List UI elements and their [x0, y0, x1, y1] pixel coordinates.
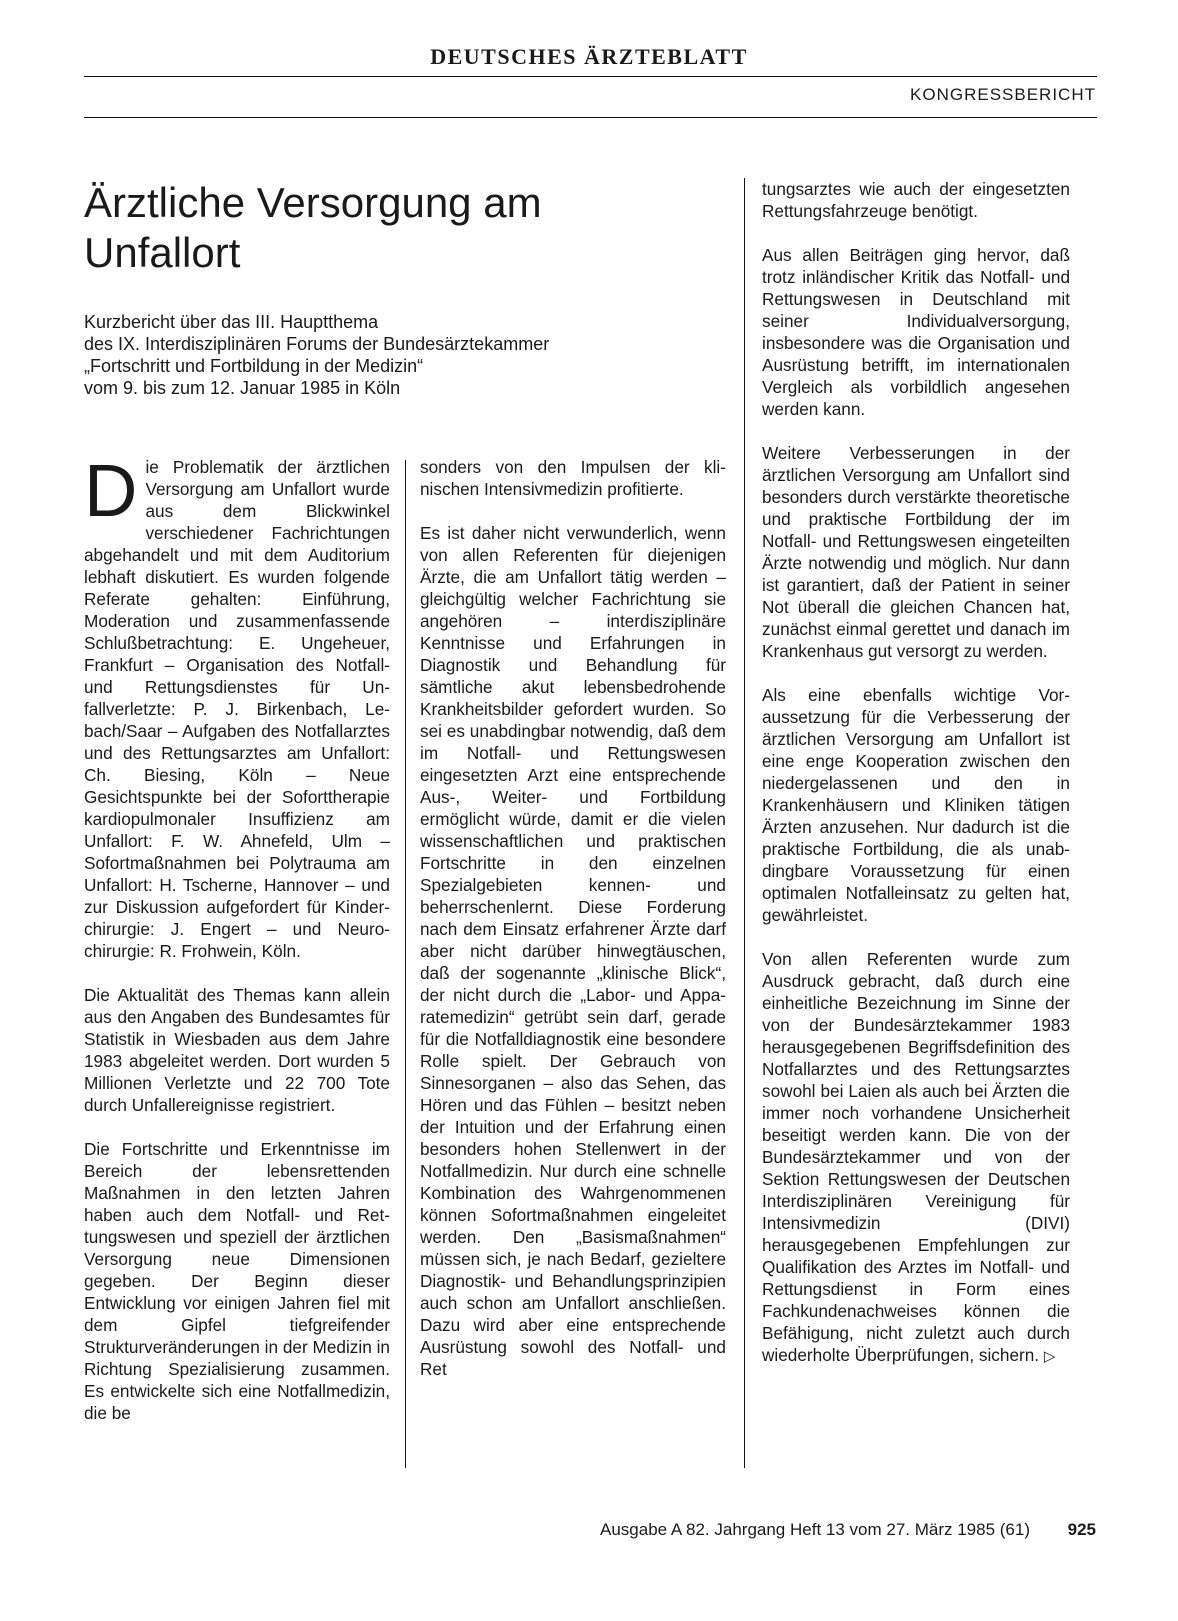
body-paragraph: Es ist daher nicht verwunderlich, wenn von allen Referenten für diejenigen Ärzte, die am Unfallort tätig werden – gleichgültig welcher Fachrichtung sie angehören – interdisziplinäre Kenntnisse und Erfahrungen in Diagnostik und Behandlung für sämtliche akut lebensbedrohende Krankheitsbilder gefordert wurden. So sei es unabdingbar notwendig, daß dem im Notfall- und Rettungswesen eingesetzten Arzt eine entsprechende Aus-, Weiter- und Fortbildung ermöglicht würde, damit er die vielen wissenschaftlichen und praktischen Fortschritte in den einzelnen Spezialgebieten kennen- und beherrschenlernt. Diese Forderung nach dem Einsatz erfahrener Ärzte darf aber nicht darüber hinwegtäuschen, daß der sogenannte „klinische Blick“, der nicht durch die „Labor- und Apparatemedizin“ getrübt sein darf, gerade für die Notfalldiagnostik eine besondere Rolle spielt. Der Gebrauch von Sinnesorganen – also das Sehen, das Hören und das Fühlen – besitzt neben der Intuition und der Erfahrung einen besonders hohen Stellenwert in der Notfallmedizin. Nur durch eine schnelle Kombination des Wahrgenommenen können Sofortmaßnahmen eingeleitet werden. Den „Basismaßnahmen“ müssen sich, je nach Bedarf, gezieltere Diagnostik- und Behandlungsprinzipien auch schon am Unfallort anschließen. Dazu wird aber eine entsprechende Ausrüstung sowohl des Notfall- und Ret	[420, 523, 726, 1379]
column-divider	[405, 460, 406, 1468]
article-title: Ärztliche Versorgung am Unfallort	[84, 179, 542, 276]
article-column-3	[762, 178, 1070, 1368]
body-paragraph: Als eine ebenfalls wichtige Voraussetzung für die Verbesserung der ärztlichen Versorgung am Unfallort ist eine enge Kooperation zwischen den niedergelassenen und den in Krankenhäusern und Kliniken tätigen Ärzten anzusehen. Nur dadurch ist die praktische Fortbildung, die als unabdingbare Voraussetzung für einen optimalen Notfalleinsatz zu gelten hat, gewährleistet.	[762, 685, 1070, 925]
body-paragraph: Weitere Verbesserungen in der ärztlichen Versorgung am Unfallort sind besonders durch verstärkte theoretische und praktische Fortbildung der im Notfall- und Rettungswesen eingeteilten Ärzte notwendig und möglich. Nur dann ist garantiert, daß der Patient in seiner Not überall die gleichen Chancen hat, zunächst einmal gerettet und danach im Krankenhaus gut versorgt zu werden.	[762, 443, 1070, 661]
issue-info: Ausgabe A 82. Jahrgang Heft 13 vom 27. März 1985 (61)	[600, 1520, 1030, 1539]
subtitle-line: Kurzbericht über das III. Hauptthema	[84, 312, 379, 332]
article-subtitle	[84, 311, 704, 399]
subtitle-line: vom 9. bis zum 12. Januar 1985 in Köln	[84, 378, 401, 398]
continue-arrow-icon: ▷	[1043, 1348, 1056, 1365]
column-divider	[744, 178, 745, 1468]
section-rule	[84, 117, 1097, 118]
body-paragraph	[762, 948, 1070, 1368]
body-paragraph: sonders von den Impulsen der klinischen Intensivmedizin profitierte.	[420, 457, 726, 499]
section-label: KONGRESSBERICHT	[910, 85, 1096, 104]
masthead: DEUTSCHES ÄRZTEBLATT	[430, 44, 748, 69]
subtitle-line: „Fortschritt und Fortbildung in der Medizin“	[84, 356, 424, 376]
body-paragraph: Die Aktualität des Themas kann allein aus den Angaben des Bundesamtes für Statistik in Wiesbaden aus dem Jahre 1983 abgeleitet werden. Dort wurden 5 Millionen Verletzte und 22 700 Tote durch Unfallereignisse registriert.	[84, 985, 390, 1115]
page-number: 925	[1067, 1520, 1096, 1539]
article-column-1	[84, 449, 390, 1424]
body-paragraph: tungsarztes wie auch der eingesetzten Rettungsfahrzeuge benötigt.	[762, 179, 1070, 221]
paragraph-text: Von allen Referenten wurde zum Ausdruck gebracht, daß durch eine einheitliche Bezeichnung im Sinne der von der Bundesärztekammer 1983 herausgegebenen Begriffsdefinition des Notfallarztes und des Rettungsarztes sowohl bei Laien als auch bei Ärzten die immer noch vorhandene Unsicherheit beseitigt werden kann. Die von der Bundesärztekammer und von der Sektion Rettungswesen der Deutschen Interdisziplinären Vereinigung für Intensivmedizin (DIVI) herausgegebenen Empfehlungen zur Qualifikation des Arztes im Notfall- und Rettungsdienst in Form eines Fachkundenachweises können die Befähigung, nicht zuletzt auch durch wiederholte Überprüfungen, sichern.	[762, 949, 1070, 1365]
drop-cap: D	[84, 449, 138, 532]
paragraph-text: ie Problematik der ärztlichen Versorgung am Unfallort wurde aus dem Blickwinkel verschiedener Fachrichtungen abgehandelt und mit dem Auditorium lebhaft diskutiert. Es wurden folgende Referate gehalten: Einführung, Moderation und zusammenfassende Schlußbetrachtung: E. Ungeheuer, Frankfurt – Organisation des Notfall- und Rettungsdienstes für Unfallverletzte: P. J. Birkenbach, Lebach/Saar – Aufgaben des Notfallarztes und des Rettungsarztes am Unfallort: Ch. Biesing, Köln – Neue Gesichtspunkte bei der Soforttherapie kardiopulmonaler Insuffizienz am Unfallort: F. W. Ahnefeld, Ulm – Sofortmaßnahmen bei Polytrauma am Unfallort: H. Tscherne, Hannover – und zur Diskussion aufgefordert für Kinderchirurgie: J. Engert – und Neurochirurgie: R. Frohwein, Köln.	[84, 457, 390, 961]
masthead-rule	[84, 76, 1097, 77]
body-paragraph	[84, 449, 390, 962]
body-paragraph: Die Fortschritte und Erkenntnisse im Bereich der lebensrettenden Maßnahmen in den letzten Jahren haben auch dem Notfall- und Rettungswesen und speziell der ärztlichen Versorgung neue Dimensionen gegeben. Der Beginn dieser Entwicklung vor einigen Jahren fiel mit dem Gipfel tiefgreifender Strukturveränderungen in der Medizin in Richtung Spezialisierung zusammen. Es entwickelte sich eine Notfallmedizin, die be	[84, 1139, 390, 1423]
subtitle-line: des IX. Interdisziplinären Forums der Bundesärztekammer	[84, 334, 550, 354]
body-paragraph: Aus allen Beiträgen ging hervor, daß trotz inländischer Kritik das Notfall- und Rettungswesen in Deutschland mit seiner Individualversorgung, insbesondere was die Organisation und Ausrüstung betrifft, im internationalen Vergleich als vorbildlich angesehen werden kann.	[762, 245, 1070, 419]
article-column-2	[420, 456, 726, 1380]
